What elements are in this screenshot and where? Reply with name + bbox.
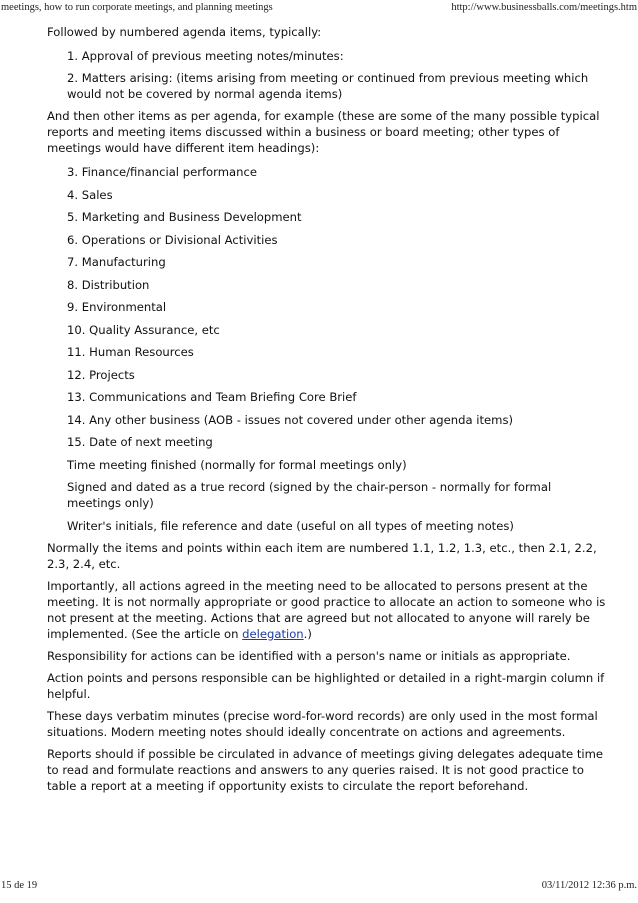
list-item: 11. Human Resources bbox=[67, 345, 194, 359]
delegation-link[interactable]: delegation bbox=[242, 626, 304, 641]
list-item: 1. Approval of previous meeting notes/minutes: bbox=[67, 49, 344, 63]
page-number: 15 de 19 bbox=[1, 880, 38, 891]
list-item: 8. Distribution bbox=[67, 277, 150, 292]
agenda-list-standard bbox=[67, 48, 607, 102]
list-item: 13. Communications and Team Briefing Core Brief bbox=[67, 390, 357, 404]
list-item: 4. Sales bbox=[67, 187, 113, 202]
list-item: 12. Projects bbox=[67, 367, 135, 382]
list-item: 5. Marketing and Business Development bbox=[67, 210, 302, 224]
agenda-list-examples bbox=[67, 164, 607, 534]
reports-paragraph: Reports should if possible be circulated in advance of meetings giving delegates adequate time to read and formulate reactions and answers to any queries raised. It is not good practice to table a report at a meeting if opportunity exists to circulate the report beforehand. bbox=[47, 746, 604, 793]
list-item: 15. Date of next meeting bbox=[67, 435, 213, 449]
print-header-url: http://www.businessballs.com/meetings.htm bbox=[451, 2, 637, 13]
article-body bbox=[47, 24, 607, 800]
list-item: Signed and dated as a true record (signed by the chair-person - normally for formal meetings only) bbox=[67, 480, 552, 510]
action-points-paragraph: Action points and persons responsible can be highlighted or detailed in a right-margin column if helpful. bbox=[47, 670, 605, 701]
other-items-paragraph: And then other items as per agenda, for example (these are some of the many possible typical reports and meeting items discussed within a business or board meeting; other types of meetings would have different item headings): bbox=[47, 109, 600, 155]
list-item: Time meeting finished (normally for formal meetings only) bbox=[67, 457, 407, 472]
actions-text-end: .) bbox=[303, 626, 312, 641]
list-item: 14. Any other business (AOB - issues not covered under other agenda items) bbox=[67, 412, 514, 427]
actions-paragraph bbox=[47, 578, 607, 642]
list-item: 9. Environmental bbox=[67, 300, 167, 314]
numbering-paragraph: Normally the items and points within each item are numbered 1.1, 1.2, 1.3, etc., then 2.1, 2.2, 2.3, 2.4, etc. bbox=[47, 540, 597, 571]
print-timestamp: 03/11/2012 12:36 p.m. bbox=[541, 880, 637, 891]
verbatim-paragraph: These days verbatim minutes (precise word-for-word records) are only used in the most formal situations. Modern meeting notes should ideally concentrate on actions and agreements. bbox=[47, 708, 598, 739]
intro-paragraph: Followed by numbered agenda items, typically: bbox=[47, 25, 322, 39]
actions-text: Importantly, all actions agreed in the meeting need to be allocated to persons present at the meeting. It is not normally appropriate or good practice to allocate an action to someone who is not present at the meeting. Actions that are agreed but not allocated to anyone will rarely be implemented. (See the article on bbox=[47, 578, 606, 641]
list-item: 7. Manufacturing bbox=[67, 255, 166, 269]
list-item: 6. Operations or Divisional Activities bbox=[67, 232, 278, 247]
list-item: 10. Quality Assurance, etc bbox=[67, 322, 220, 337]
print-header-title: meetings, how to run corporate meetings, and planning meetings bbox=[1, 2, 273, 13]
list-item: Writer's initials, file reference and date (useful on all types of meeting notes) bbox=[67, 518, 514, 533]
list-item: 2. Matters arising: (items arising from meeting or continued from previous meeting which would not be covered by normal agenda items) bbox=[67, 71, 589, 101]
list-item: 3. Finance/financial performance bbox=[67, 165, 257, 179]
responsibility-paragraph: Responsibility for actions can be identified with a person's name or initials as appropriate. bbox=[47, 648, 571, 663]
